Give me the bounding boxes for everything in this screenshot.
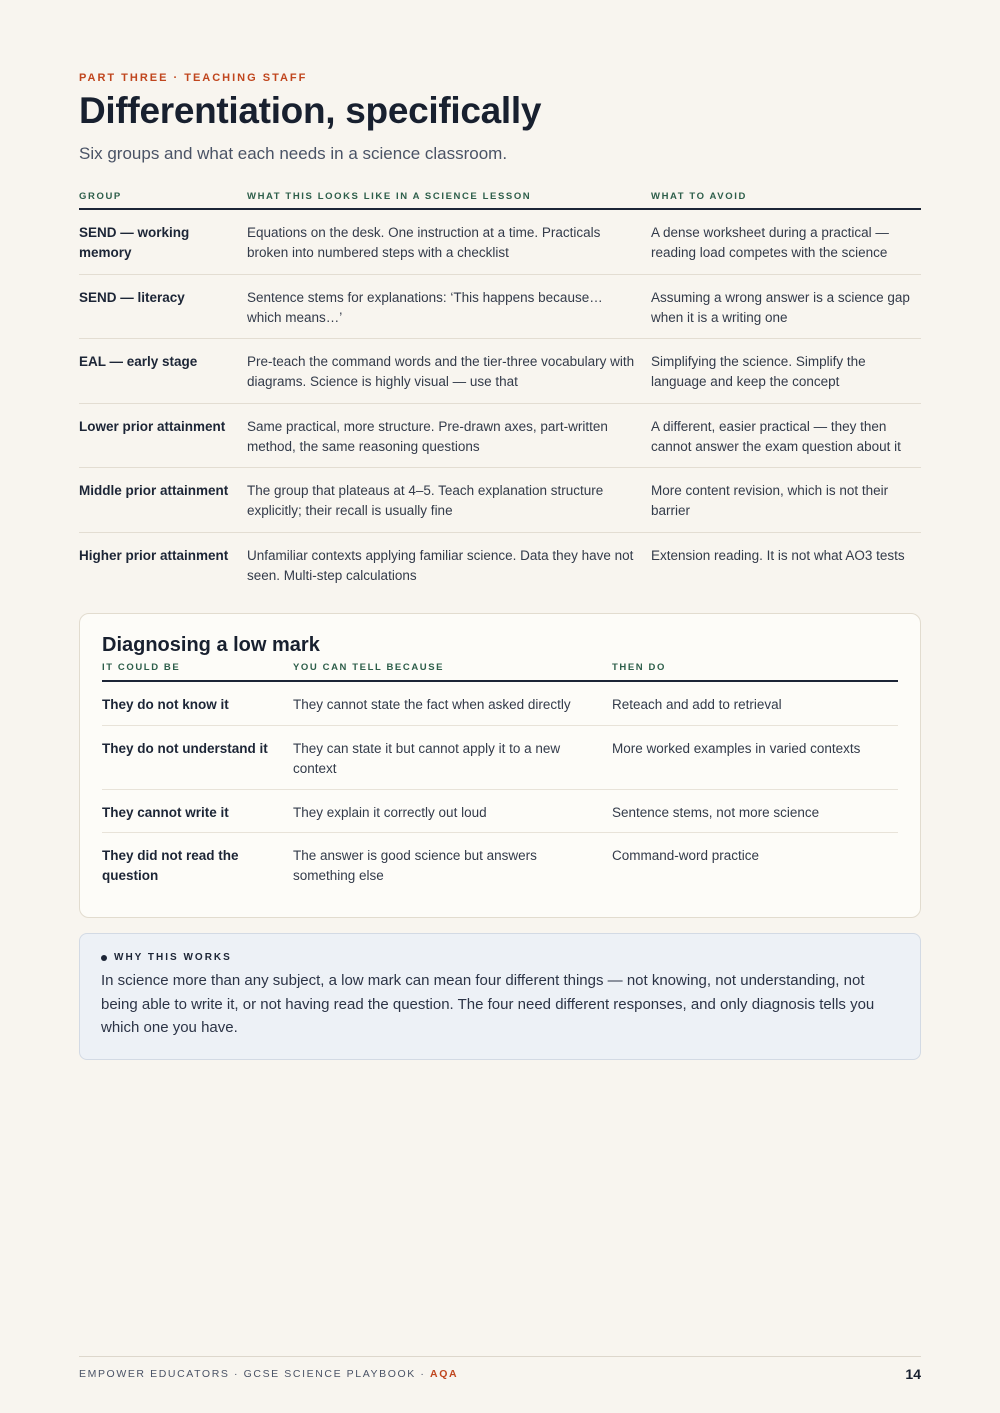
evidence-cell: They cannot state the fact when asked directly: [293, 697, 571, 712]
table-row: [79, 533, 921, 598]
group-cell: SEND — literacy: [79, 289, 185, 305]
column-header-evidence: YOU CAN TELL BECAUSE: [293, 662, 445, 673]
diagnosis-row: [102, 726, 898, 790]
page-subtitle: Six groups and what each needs in a science classroom.: [79, 144, 508, 163]
action-cell: Sentence stems, not more science: [612, 804, 820, 820]
diagnosis-title: Diagnosing a low mark: [102, 634, 320, 656]
avoid-cell: Assuming a wrong answer is a science gap when it is a writing one: [651, 289, 910, 325]
looks-like-cell: The group that plateaus at 4–5. Teach explanation structure explicitly; their recall is usually fine: [247, 483, 604, 519]
group-cell: Higher prior attainment: [79, 547, 229, 563]
avoid-cell: A different, easier practical — they then cannot answer the exam question about it: [651, 418, 901, 454]
section-eyebrow: PART THREE · TEACHING STAFF: [79, 72, 308, 84]
group-cell: Middle prior attainment: [79, 483, 229, 499]
bullet-dot-icon: [101, 955, 107, 961]
page-title: Differentiation, specifically: [79, 90, 542, 131]
looks-like-cell: Unfamiliar contexts applying familiar science. Data they have not seen. Multi-step calculations: [247, 547, 634, 583]
looks-like-cell: Sentence stems for explanations: ‘This happens because… which means…’: [247, 289, 603, 325]
avoid-cell: More content revision, which is not their barrier: [651, 483, 889, 519]
table-row: [79, 210, 921, 275]
looks-like-cell: Pre-teach the command words and the tier-three vocabulary with diagrams. Science is highly visual — use that: [247, 354, 635, 390]
page-number: 14: [905, 1366, 921, 1382]
column-header-cause: IT COULD BE: [102, 662, 181, 673]
action-cell: Command-word practice: [612, 848, 760, 863]
evidence-cell: They explain it correctly out loud: [293, 804, 487, 820]
column-header-group: GROUP: [79, 191, 122, 202]
looks-like-cell: Same practical, more structure. Pre-drawn axes, part-written method, the same reasoning questions: [247, 418, 608, 454]
group-cell: SEND — working memory: [79, 225, 190, 260]
footer: [79, 1366, 921, 1382]
evidence-cell: The answer is good science but answers something else: [293, 848, 537, 883]
evidence-cell: They can state it but cannot apply it to a new context: [293, 740, 561, 776]
action-cell: Reteach and add to retrieval: [612, 697, 782, 712]
cause-cell: They do not understand it: [102, 740, 268, 756]
why-this-works-callout: [79, 933, 921, 1060]
footer-divider: [79, 1356, 921, 1357]
action-cell: More worked examples in varied contexts: [612, 740, 861, 756]
diagnosis-card: [79, 613, 921, 918]
groups-table: [79, 188, 921, 598]
avoid-cell: Simplifying the science. Simplify the language and keep the concept: [651, 354, 866, 390]
column-header-looks-like: WHAT THIS LOOKS LIKE IN A SCIENCE LESSON: [247, 191, 532, 202]
table-row: [79, 468, 921, 533]
cause-cell: They do not know it: [102, 697, 229, 712]
diagnosis-row: [102, 833, 898, 897]
avoid-cell: Extension reading. It is not what AO3 tests: [651, 547, 905, 563]
why-label: [101, 952, 898, 963]
cause-cell: They cannot write it: [102, 804, 229, 820]
footer-publication: [79, 1368, 458, 1380]
table-row: [79, 275, 921, 340]
avoid-cell: A dense worksheet during a practical — reading load competes with the science: [651, 225, 889, 260]
column-header-action: THEN DO: [612, 662, 666, 673]
why-text: In science more than any subject, a low mark can mean four different things — not knowing, not understanding, not being able to write it, or not having read the question. The four need different responses, and only diagnosis tells you which one you have.: [101, 972, 875, 1036]
diagnosis-row: [102, 790, 898, 834]
group-cell: Lower prior attainment: [79, 418, 226, 434]
footer-board: AQA: [430, 1368, 459, 1380]
footer-publication-text: EMPOWER EDUCATORS · GCSE SCIENCE PLAYBOOK ·: [79, 1368, 431, 1380]
why-label-text: WHY THIS WORKS: [114, 952, 232, 963]
cause-cell: They did not read the question: [102, 848, 239, 883]
looks-like-cell: Equations on the desk. One instruction at a time. Practicals broken into numbered steps with a checklist: [247, 225, 601, 260]
table-header: [79, 188, 921, 210]
column-header-avoid: WHAT TO AVOID: [651, 191, 747, 202]
diagnosis-table-header: [102, 660, 898, 682]
table-row: [79, 339, 921, 404]
diagnosis-row: [102, 682, 898, 726]
group-cell: EAL — early stage: [79, 354, 198, 370]
table-row: [79, 404, 921, 469]
